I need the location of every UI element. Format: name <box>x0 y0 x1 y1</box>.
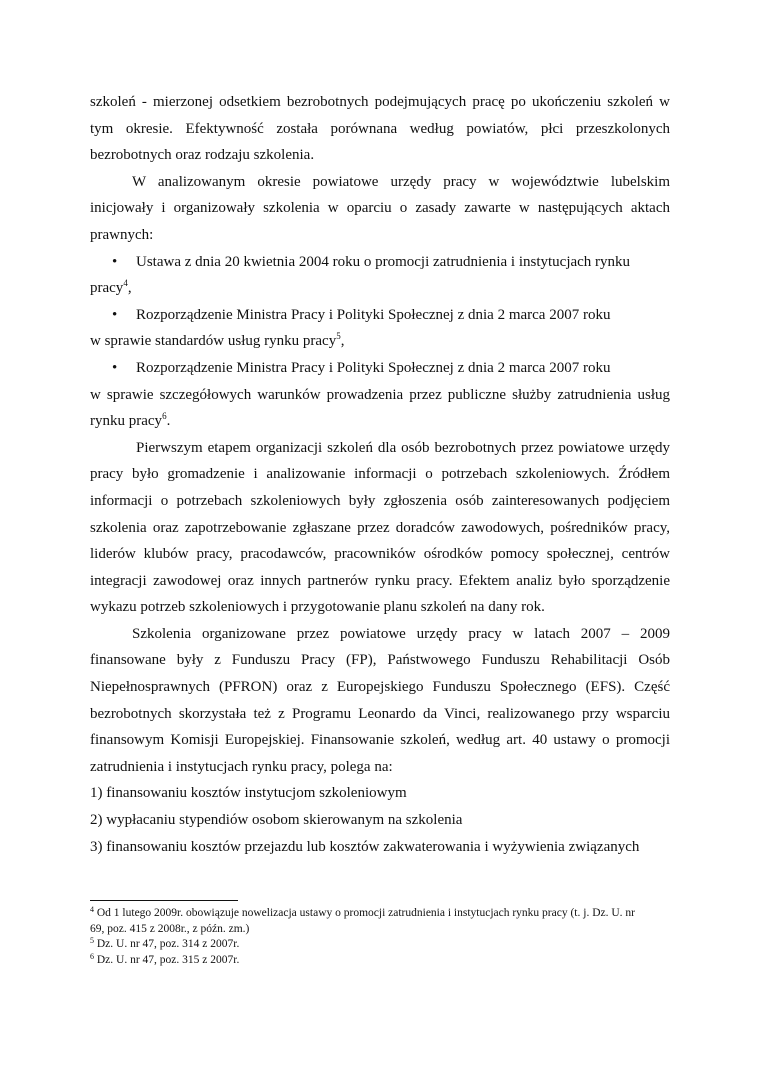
paragraph-1: szkoleń - mierzonej odsetkiem bezrobotnych podejmujących pracę po ukończeniu szkoleń w tym okresie. Efektywność została porównana według powiatów, płci przeszkolonych bezrobotnych oraz rodzaju szkolenia. <box>90 94 670 164</box>
list-item-3: 3) finansowaniu kosztów przejazdu lub kosztów zakwaterowania i wyżywienia związanych <box>90 838 640 855</box>
paragraph-2: W analizowanym okresie powiatowe urzędy pracy w województwie lubelskim inicjowały i organizowały szkolenia w oparciu o zasady zawarte w następujących aktach prawnych: <box>90 173 670 243</box>
list-item-1: 1) finansowaniu kosztów instytucjom szkoleniowym <box>90 785 407 802</box>
page-body <box>90 89 670 860</box>
bullet-item-2 <box>90 302 670 329</box>
bullet-icon: • <box>112 306 118 323</box>
footnote-ref: 5 <box>336 331 341 342</box>
footnote-5: $^5$ Dz. U. nr 47, poz. 314 z 2007r. <box>90 936 240 950</box>
footnote-separator <box>90 900 238 901</box>
bullet-item-1 <box>90 249 670 276</box>
footnote-ref: 6 <box>162 411 167 422</box>
bullet-item-3 <box>90 355 670 382</box>
footnotes <box>90 906 650 968</box>
footnote-ref: 4 <box>123 278 128 289</box>
bullet-text: Rozporządzenie Ministra Pracy i Polityki Społecznej z dnia 2 marca 2007 roku <box>136 306 611 323</box>
list-item-2: 2) wypłacaniu stypendiów osobom skierowanym na szkolenia <box>90 812 463 829</box>
footnote-6: $^6$ Dz. U. nr 47, poz. 315 z 2007r. <box>90 951 240 966</box>
bullet-text: Rozporządzenie Ministra Pracy i Polityki Społecznej z dnia 2 marca 2007 roku <box>136 359 611 376</box>
paragraph-4: Szkolenia organizowane przez powiatowe urzędy pracy w latach 2007 – 2009 finansowane były z Funduszu Pracy (FP), Państwowego Funduszu Rehabilitacji Osób Niepełnosprawnych (PFRON) oraz z Europejskiego Funduszu Społecznego (EFS). Część bezrobotnych skorzystała też z Programu Leonardo da Vinci, realizowanego przy wsparciu finansowym Komisji Europejskiej. Finansowanie szkoleń, według art. 40 ustawy o promocji zatrudnienia i instytucjach rynku pracy, polega na: <box>90 625 670 775</box>
paragraph-3: Pierwszym etapem organizacji szkoleń dla osób bezrobotnych przez powiatowe urzędy pracy było gromadzenie i analizowanie informacji o potrzebach szkoleniowych. Źródłem informacji o potrzebach szkoleniowych były zgłoszenia osób zainteresowanych podjęciem szkolenia oraz zapotrzebowanie zgłaszane przez doradców zawodowych, pośredników pracy, liderów klubów pracy, pracodawców, pracowników ośrodków pomocy społecznej, centrów integracji zawodowej oraz innych partnerów rynku pracy. Efektem analiz było sporządzenie wykazu potrzeb szkoleniowych i przygotowanie planu szkoleń na dany rok. <box>90 439 670 616</box>
bullet-continuation-3: w sprawie szczegółowych warunków prowadzenia przez publiczne służby zatrudnienia usług rynku pracy$^6$. <box>90 386 670 430</box>
bullet-icon: • <box>112 359 118 376</box>
bullet-text: Ustawa z dnia 20 kwietnia 2004 roku o promocji zatrudnienia i instytucjach rynku <box>136 253 631 270</box>
footnote-4: $^4$ Od 1 lutego 2009r. obowiązuje nowelizacja ustawy o promocji zatrudnienia i instytucjach rynku pracy (t. j. Dz. U. nr 69, poz. 415 z 2008r., z późn. zm.) <box>90 905 635 935</box>
bullet-continuation-1: pracy$^4$, <box>90 278 132 297</box>
bullet-continuation-2: w sprawie standardów usług rynku pracy$^5$, <box>90 331 345 350</box>
bullet-icon: • <box>112 253 118 270</box>
